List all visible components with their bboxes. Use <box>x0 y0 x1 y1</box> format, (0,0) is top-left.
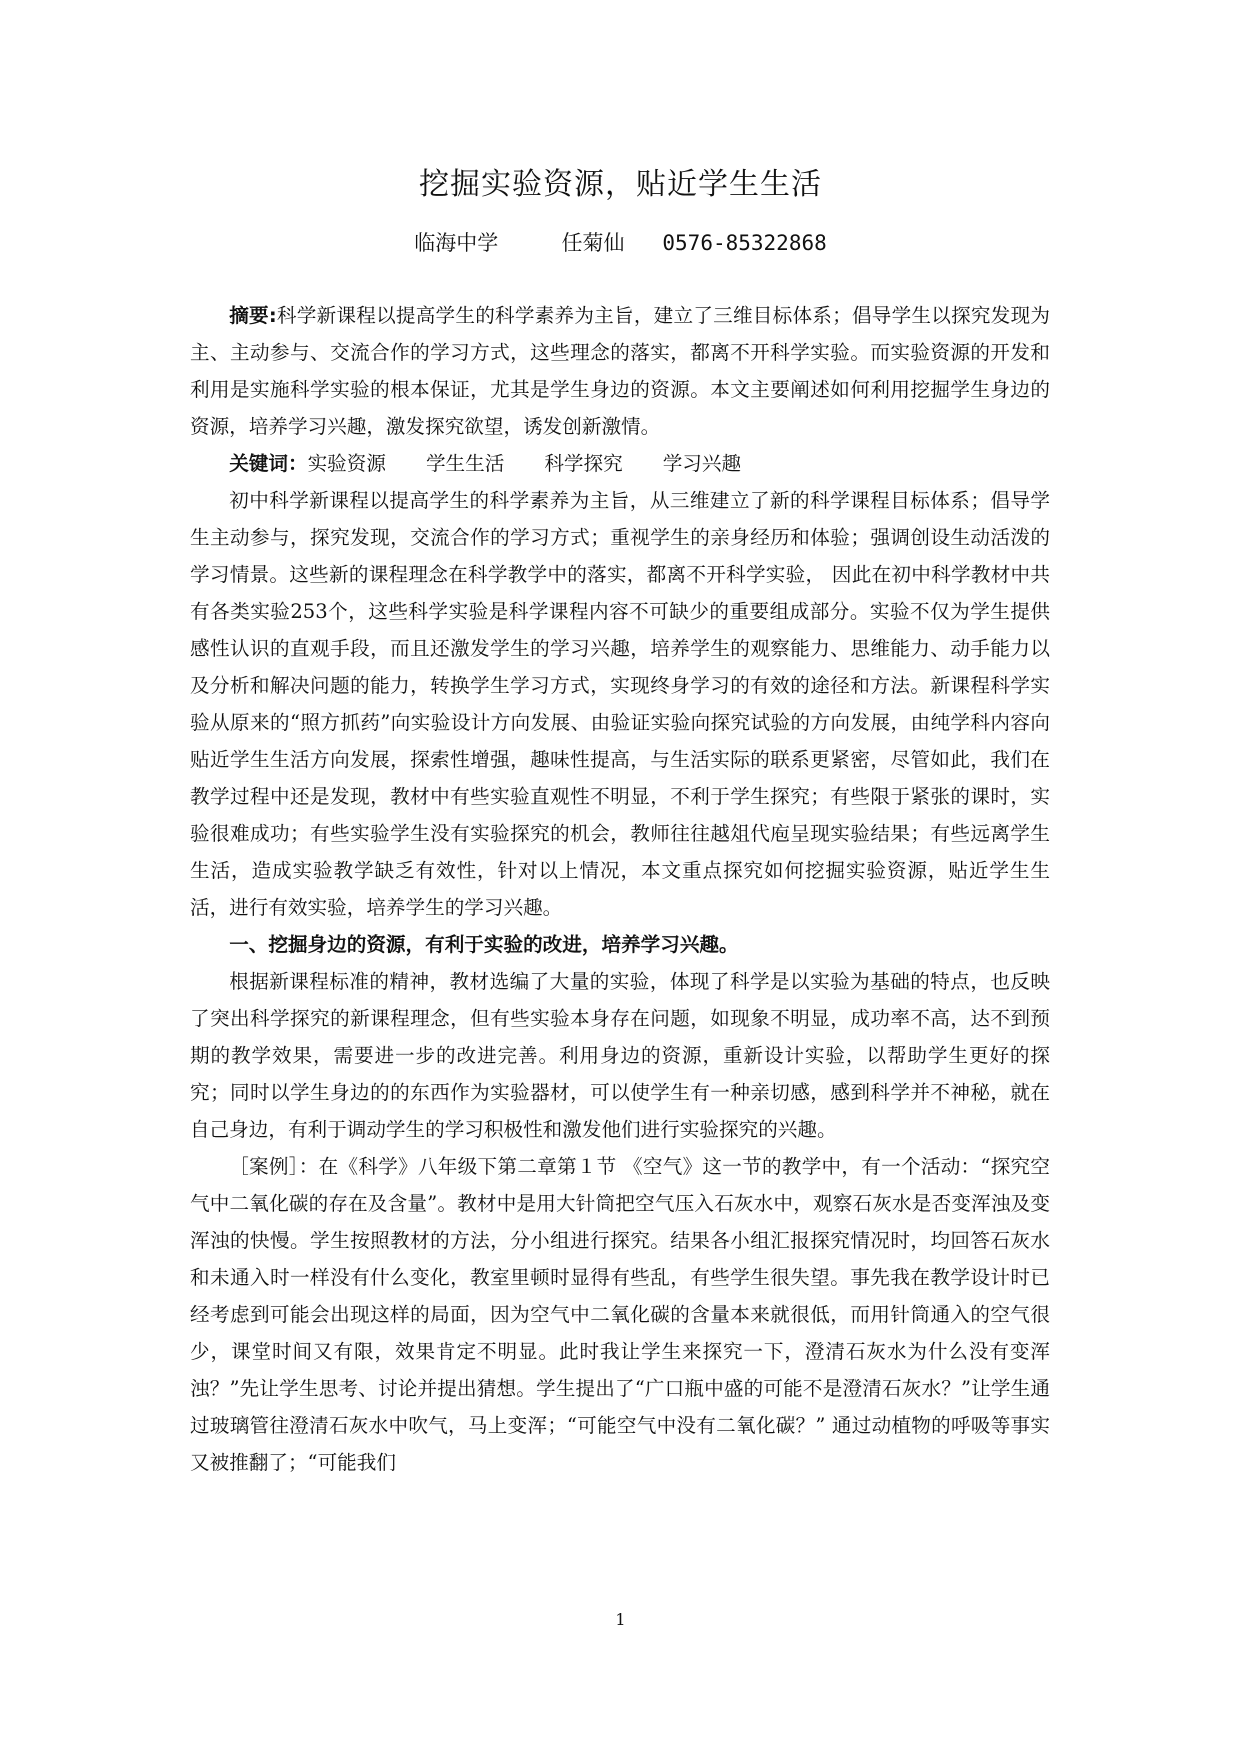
keywords-label: 关键词： <box>229 452 308 475</box>
keywords-line <box>190 445 1050 482</box>
byline <box>0 226 1241 260</box>
article-body <box>190 297 1050 1481</box>
body-paragraph-2: 根据新课程标准的精神，教材选编了大量的实验，体现了科学是以实验为基础的特点，也反映了突出科学探究的新课程理念，但有些实验本身存在问题，如现象不明显，成功率不高，达不到预期的教学效果，需要进一步的改进完善。利用身边的资源，重新设计实验，以帮助学生更好的探究；同时以学生身边的的东西作为实验器材，可以使学生有一种亲切感，感到科学并不神秘，就在自己身边，有利于调动学生的学习积极性和激发他们进行实验探究的兴趣。 <box>190 970 1050 1141</box>
intro-paragraph: 初中科学新课程以提高学生的科学素养为主旨，从三维建立了新的科学课程目标体系；倡导学生主动参与，探究发现，交流合作的学习方式；重视学生的亲身经历和体验；强调创设生动活泼的学习情景。这些新的课程理念在科学教学中的落实，都离不开科学实验， 因此在初中科学教材中共有各类实验253个，这些科学实验是科学课程内容不可缺少的重要组成部分。实验不仅为学生提供感性认识的直观手段，而且还激发学生的学习兴趣，培养学生的观察能力、思维能力、动手能力以及分析和解决问题的能力，转换学生学习方式，实现终身学习的有效的途径和方法。新课程科学实验从原来的“照方抓药”向实验设计方向发展、由验证实验向探究试验的方向发展，由纯学科内容向贴近学生生活方向发展，探索性增强，趣味性提高，与生活实际的联系更紧密，尽管如此，我们在教学过程中还是发现，教材中有些实验直观性不明显，不利于学生探究；有些限于紧张的课时，实验很难成功；有些实验学生没有实验探究的机会，教师往往越俎代庖呈现实验结果；有些远离学生生活，造成实验教学缺乏有效性，针对以上情况，本文重点探究如何挖掘实验资源，贴近学生生活，进行有效实验，培养学生的学习兴趣。 <box>190 489 1050 919</box>
case-text: 在《科学》八年级下第二章第１节 《空气》这一节的教学中，有一个活动：“探究空气中二氧化碳的存在及含量”。教材中是用大针筒把空气压入石灰水中，观察石灰水是否变浑浊及变浑浊的快慢。学生按照教材的方法，分小组进行探究。结果各小组汇报探究情况时，均回答石灰水和未通入时一样没有什么变化，教室里顿时显得有些乱，有些学生很失望。事先我在教学设计时已经考虑到可能会出现这样的局面，因为空气中二氧化碳的含量本来就很低，而用针筒通入的空气很少，课堂时间又有限，效果肯定不明显。此时我让学生来探究一下，澄清石灰水为什么没有变浑浊？”先让学生思考、讨论并提出猜想。学生提出了“广口瓶中盛的可能不是澄清石灰水？”让学生通过玻璃管往澄清石灰水中吹气，马上变浑；“可能空气中没有二氧化碳？” 通过动植物的呼吸等事实又被推翻了；“可能我们 <box>190 1155 1050 1474</box>
abstract-paragraph <box>190 297 1050 445</box>
keyword: 实验资源 <box>307 452 386 475</box>
case-paragraph <box>190 1148 1050 1481</box>
author-name: 任菊仙 <box>561 231 625 255</box>
page-title: 挖掘实验资源，贴近学生生活 <box>419 167 822 202</box>
keyword: 学习兴趣 <box>662 452 742 475</box>
abstract-label: 摘要: <box>229 304 277 327</box>
page-number: 1 <box>615 1610 626 1629</box>
keyword: 科学探究 <box>544 452 623 475</box>
abstract-text: 科学新课程以提高学生的科学素养为主旨，建立了三维目标体系；倡导学生以探究发现为主、主动参与、交流合作的学习方式，这些理念的落实，都离不开科学实验。而实验资源的开发和利用是实施科学实验的根本保证，尤其是学生身边的资源。本文主要阐述如何利用挖掘学生身边的资源，培养学习兴趣，激发探究欲望，诱发创新激情。 <box>190 304 1050 438</box>
section-heading-1: 一、挖掘身边的资源，有利于实验的改进，培养学习兴趣。 <box>229 933 739 956</box>
author-school: 临海中学 <box>414 231 499 255</box>
keyword: 学生生活 <box>425 452 505 475</box>
author-phone: 0576-85322868 <box>662 231 827 255</box>
case-label: ［案例］： <box>229 1155 319 1178</box>
